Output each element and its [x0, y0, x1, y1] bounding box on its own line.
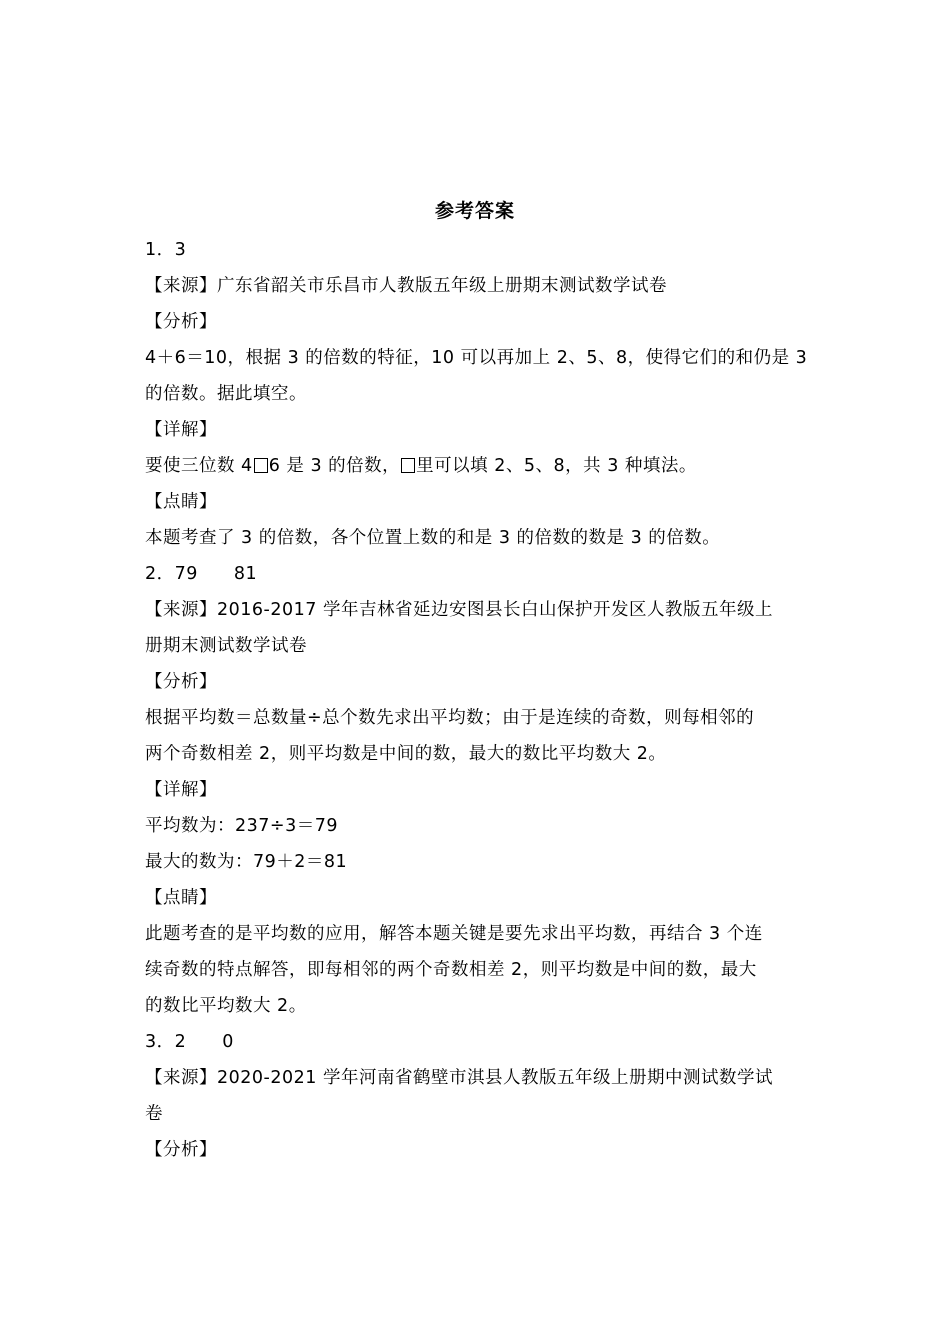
question-1-detail-heading: 【详解】: [145, 420, 217, 440]
detail-text-part1: 要使三位数 4: [145, 456, 253, 476]
question-2-detail-line-2: 最大的数为：79＋2＝81: [145, 852, 348, 872]
question-2-source-cont: 册期末测试数学试卷: [145, 636, 307, 656]
question-2-comment-text-end: 的数比平均数大 2。: [145, 996, 307, 1016]
question-3-analysis-heading: 【分析】: [145, 1140, 217, 1160]
question-1-detail-text: [145, 448, 805, 484]
detail-text-part3: 里可以填 2、5、8，共 3 种填法。: [416, 456, 697, 476]
question-2-answer: 2．79 81: [145, 564, 258, 584]
page-title: 参考答案: [434, 200, 515, 222]
question-2-comment-text-cont: 续奇数的特点解答，即每相邻的两个奇数相差 2，则平均数是中间的数，最大: [145, 960, 757, 980]
blank-box-icon: [401, 458, 415, 473]
question-1-comment-text: 本题考查了 3 的倍数，各个位置上数的和是 3 的倍数的数是 3 的倍数。: [145, 528, 721, 548]
question-1-analysis-heading: 【分析】: [145, 312, 217, 332]
question-2-analysis-heading: 【分析】: [145, 672, 217, 692]
question-2-detail-heading: 【详解】: [145, 780, 217, 800]
answer-content: [145, 232, 808, 1168]
question-3-source-cont: 卷: [145, 1104, 163, 1124]
question-1-comment-heading: 【点睛】: [145, 492, 217, 512]
question-2-analysis-text: 根据平均数＝总数量÷总个数先求出平均数；由于是连续的奇数，则每相邻的: [145, 708, 755, 728]
question-1-analysis-text: 4＋6＝10，根据 3 的倍数的特征，10 可以再加上 2、5、8，使得它们的和仍是 3: [145, 348, 808, 368]
question-3-answer: 3．2 0: [145, 1032, 234, 1052]
blank-box-icon: [254, 458, 268, 473]
question-1-analysis-text-cont: 的倍数。据此填空。: [145, 384, 307, 404]
question-1-source: 【来源】广东省韶关市乐昌市人教版五年级上册期末测试数学试卷: [145, 276, 667, 296]
question-2-comment-heading: 【点睛】: [145, 888, 217, 908]
question-2-source: 【来源】2016-2017 学年吉林省延边安图县长白山保护开发区人教版五年级上: [145, 600, 773, 620]
question-2-analysis-text-cont: 两个奇数相差 2，则平均数是中间的数，最大的数比平均数大 2。: [145, 744, 667, 764]
question-2-comment-text: 此题考查的是平均数的应用，解答本题关键是要先求出平均数，再结合 3 个连: [145, 924, 763, 944]
detail-text-part2: 6 是 3 的倍数，: [268, 456, 401, 476]
question-3-source: 【来源】2020-2021 学年河南省鹤壁市淇县人教版五年级上册期中测试数学试: [145, 1068, 773, 1088]
question-2-detail-line-1: 平均数为：237÷3＝79: [145, 816, 338, 836]
question-1-answer: 1．3: [145, 240, 187, 260]
